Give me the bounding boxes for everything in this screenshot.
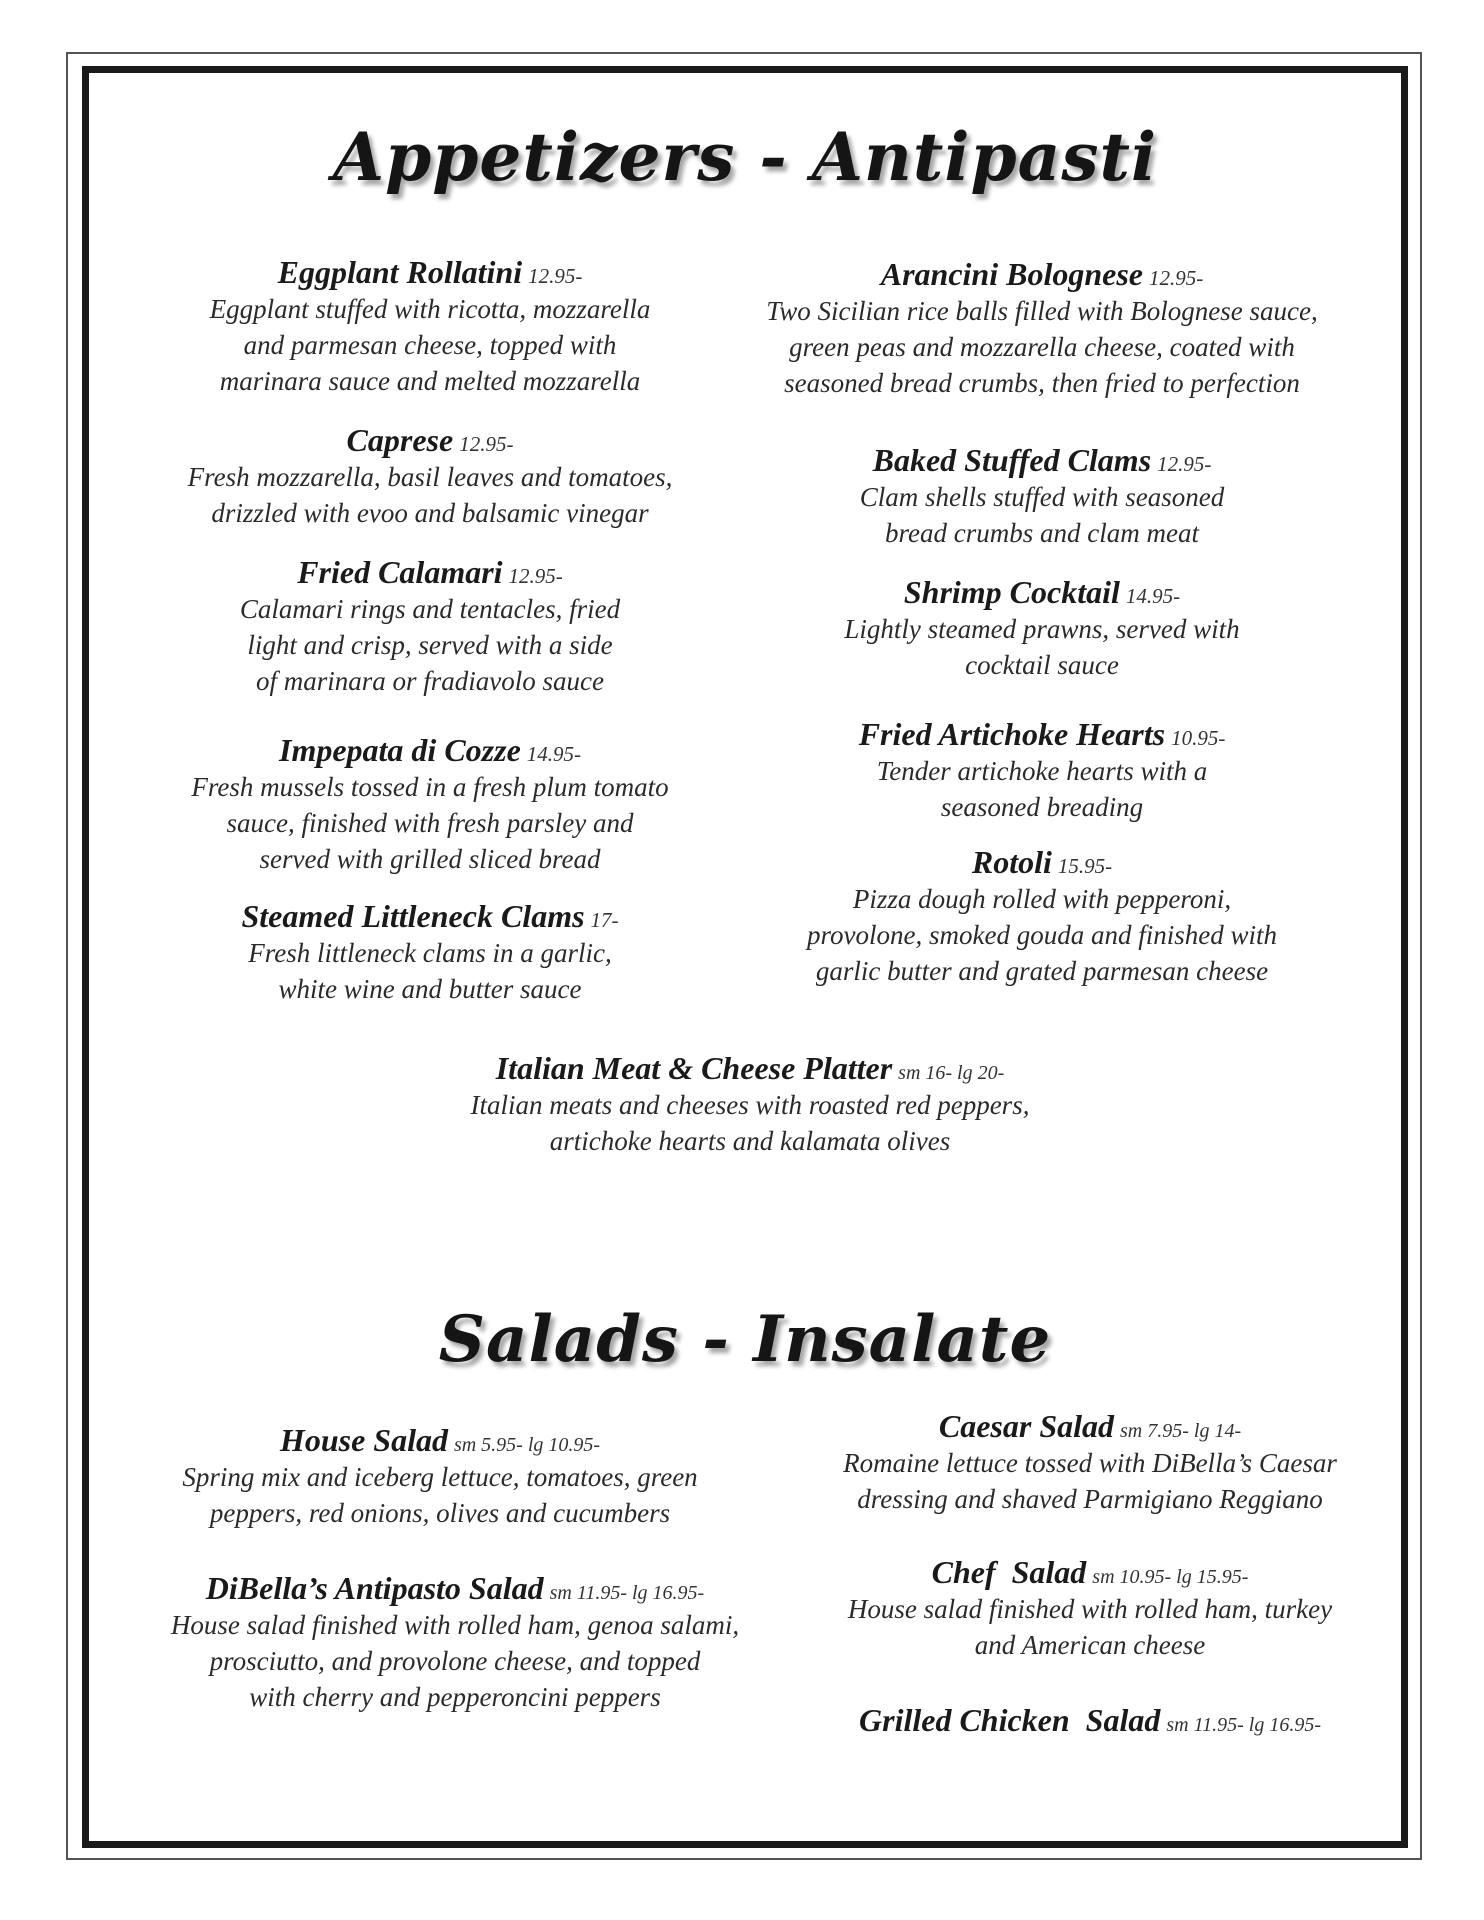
item-description: Calamari rings and tentacles, fried light and crisp, served with a side of marinara or fradiavolo sauce [239, 594, 621, 696]
item-description: Two Sicilian rice balls filled with Bolognese sauce, green peas and mozzarella cheese, coated with seasoned bread crumbs, then fried to perfection [766, 296, 1318, 398]
menu-item-fried-artichoke-hearts [752, 716, 1332, 825]
item-description: Clam shells stuffed with seasoned bread crumbs and clam meat [859, 482, 1225, 548]
menu-item-fried-calamari [170, 554, 690, 699]
item-name: DiBella’s Antipasto Salad [205, 1570, 544, 1606]
item-name: House Salad [279, 1422, 448, 1458]
item-name: Rotoli [971, 844, 1052, 880]
menu-item-italian-meat-cheese-platter [420, 1050, 1080, 1159]
item-name: Shrimp Cocktail [903, 574, 1120, 610]
menu-item-chef-salad [790, 1554, 1390, 1663]
item-name: Baked Stuffed Clams [872, 442, 1152, 478]
item-description: Lightly steamed prawns, served with cocktail sauce [844, 614, 1240, 680]
item-description: Romaine lettuce tossed with DiBella’s Caesar dressing and shaved Parmigiano Reggiano [843, 1448, 1337, 1514]
item-price: sm 7.95- lg 14- [1120, 1420, 1242, 1442]
item-name: Italian Meat & Cheese Platter [495, 1050, 893, 1086]
item-price: 12.95- [459, 432, 514, 456]
appetizers-title: Appetizers - Antipasti [332, 118, 1158, 196]
item-name: Chef Salad [931, 1554, 1087, 1590]
menu-item-shrimp-cocktail [752, 574, 1332, 683]
menu-item-eggplant-rollatini [170, 254, 690, 399]
item-price: 10.95- [1171, 726, 1226, 750]
item-description: Fresh mussels tossed in a fresh plum tomato sauce, finished with fresh parsley and served with grilled sliced bread [191, 772, 669, 874]
item-price: sm 11.95- lg 16.95- [1166, 1714, 1321, 1736]
item-name: Caesar Salad [938, 1408, 1115, 1444]
item-name: Grilled Chicken Salad [859, 1702, 1161, 1738]
menu-item-rotoli [752, 844, 1332, 989]
item-description: Eggplant stuffed with ricotta, mozzarella and parmesan cheese, topped with marinara sauce and melted mozzarella [209, 294, 651, 396]
item-price: sm 11.95- lg 16.95- [549, 1582, 705, 1604]
item-price: 14.95- [1125, 584, 1181, 608]
item-description: Italian meats and cheeses with roasted red peppers, artichoke hearts and kalamata olives [470, 1090, 1030, 1156]
menu-item-house-salad [160, 1422, 720, 1531]
menu-item-caesar-salad [790, 1408, 1390, 1517]
item-description: House salad finished with rolled ham, turkey and American cheese [847, 1594, 1333, 1660]
item-price: 17- [590, 908, 619, 932]
menu-item-baked-stuffed-clams [752, 442, 1332, 551]
menu-item-arancini-bolognese [752, 256, 1332, 401]
menu-item-antipasto-salad [150, 1570, 760, 1715]
item-price: 12.95- [528, 264, 583, 288]
item-name: Steamed Littleneck Clams [241, 898, 585, 934]
item-name: Fried Calamari [297, 554, 503, 590]
item-price: 14.95- [526, 742, 582, 766]
salads-title: Salads - Insalate [438, 1302, 1052, 1377]
item-name: Eggplant Rollatini [277, 254, 523, 290]
item-description: Fresh littleneck clams in a garlic, white wine and butter sauce [248, 938, 612, 1004]
item-price: 12.95- [1157, 452, 1212, 476]
item-description: Fresh mozzarella, basil leaves and tomatoes, drizzled with evoo and balsamic vinegar [187, 462, 673, 528]
menu-item-steamed-littleneck-clams [160, 898, 700, 1007]
item-name: Impepata di Cozze [278, 732, 521, 768]
item-description: Spring mix and iceberg lettuce, tomatoes, green peppers, red onions, olives and cucumbers [182, 1462, 698, 1528]
menu-item-caprese [160, 422, 700, 531]
item-price: 12.95- [1149, 266, 1204, 290]
item-price: sm 10.95- lg 15.95- [1092, 1566, 1249, 1588]
item-name: Fried Artichoke Hearts [858, 716, 1166, 752]
item-name: Arancini Bolognese [880, 256, 1143, 292]
item-description: Pizza dough rolled with pepperoni, provolone, smoked gouda and finished with garlic butter and grated parmesan cheese [807, 884, 1277, 986]
item-price: 15.95- [1057, 854, 1113, 878]
menu-item-grilled-chicken-salad [790, 1702, 1390, 1739]
item-name: Caprese [346, 422, 454, 458]
menu-item-impepata-di-cozze [160, 732, 700, 877]
item-price: sm 16- lg 20- [898, 1062, 1005, 1084]
item-description: Tender artichoke hearts with a seasoned breading [876, 756, 1208, 822]
item-description: House salad finished with rolled ham, genoa salami, prosciutto, and provolone cheese, and topped with cherry and pepperoncini peppers [170, 1610, 740, 1712]
item-price: sm 5.95- lg 10.95- [453, 1434, 601, 1456]
item-price: 12.95- [508, 564, 563, 588]
